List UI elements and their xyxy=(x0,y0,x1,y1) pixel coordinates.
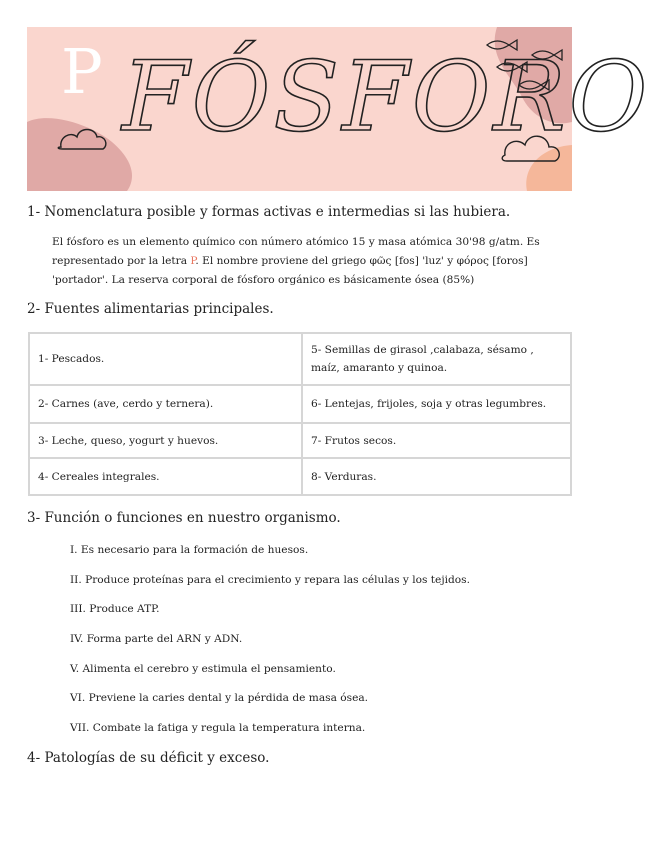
intro-paragraph xyxy=(52,233,552,290)
table-cell: 5- Semillas de girasol ,calabaza, sésamo , maíz, amaranto y quinoa. xyxy=(302,333,571,385)
table-cell: 6- Lentejas, frijoles, soja y otras legumbres. xyxy=(302,385,571,423)
element-symbol: P xyxy=(61,35,103,108)
list-item: I. Es necesario para la formación de huesos. xyxy=(70,544,309,556)
page-title: FÓSFORO xyxy=(122,41,650,153)
list-item: IV. Forma parte del ARN y ADN. xyxy=(70,633,243,646)
list-item: VI. Previene la caries dental y la pérdida de masa ósea. xyxy=(70,692,369,705)
table-cell: 7- Frutos secos. xyxy=(302,423,571,458)
table-cell: 3- Leche, queso, yogurt y huevos. xyxy=(29,423,302,458)
list-item: II. Produce proteínas para el crecimiento y repara las células y los tejidos. xyxy=(70,573,470,586)
foods-table xyxy=(28,332,572,496)
functions-list xyxy=(70,540,470,748)
section-heading-nomenclature: 1- Nomenclatura posible y formas activas e intermedias si las hubiera. xyxy=(27,204,511,220)
table-cell: 4- Cereales integrales. xyxy=(29,458,302,495)
table-cell: 2- Carnes (ave, cerdo y ternera). xyxy=(29,385,302,423)
intro-text-1: El fósforo es un elemento químico con número atómico 15 y masa atómica 30'98 g/atm. Es representado por la letra xyxy=(52,236,540,267)
section-heading-foods: 2- Fuentes alimentarias principales. xyxy=(27,301,274,317)
list-item: VII. Combate la fatiga y regula la temperatura interna. xyxy=(70,722,366,735)
table-row xyxy=(29,333,571,385)
header-banner xyxy=(27,27,650,191)
table-row xyxy=(29,423,571,458)
table-row xyxy=(29,458,571,495)
section-heading-pathologies: 4- Patologías de su déficit y exceso. xyxy=(27,750,270,766)
intro-text-2: . El nombre proviene del griego φῶς [fos] 'luz' y φόρος [foros] 'portador'. La reserva corporal de fósforo orgánico es básicamente ósea (85%) xyxy=(52,255,528,286)
blob-bottom-left xyxy=(27,118,132,191)
table-cell: 1- Pescados. xyxy=(29,333,302,385)
table-row xyxy=(29,385,571,423)
intro-symbol: P xyxy=(190,255,196,267)
table-cell: 8- Verduras. xyxy=(302,458,571,495)
list-item: V. Alimenta el cerebro y estimula el pensamiento. xyxy=(70,662,336,675)
section-heading-functions: 3- Función o funciones en nuestro organismo. xyxy=(27,510,341,526)
list-item: III. Produce ATP. xyxy=(70,603,160,616)
